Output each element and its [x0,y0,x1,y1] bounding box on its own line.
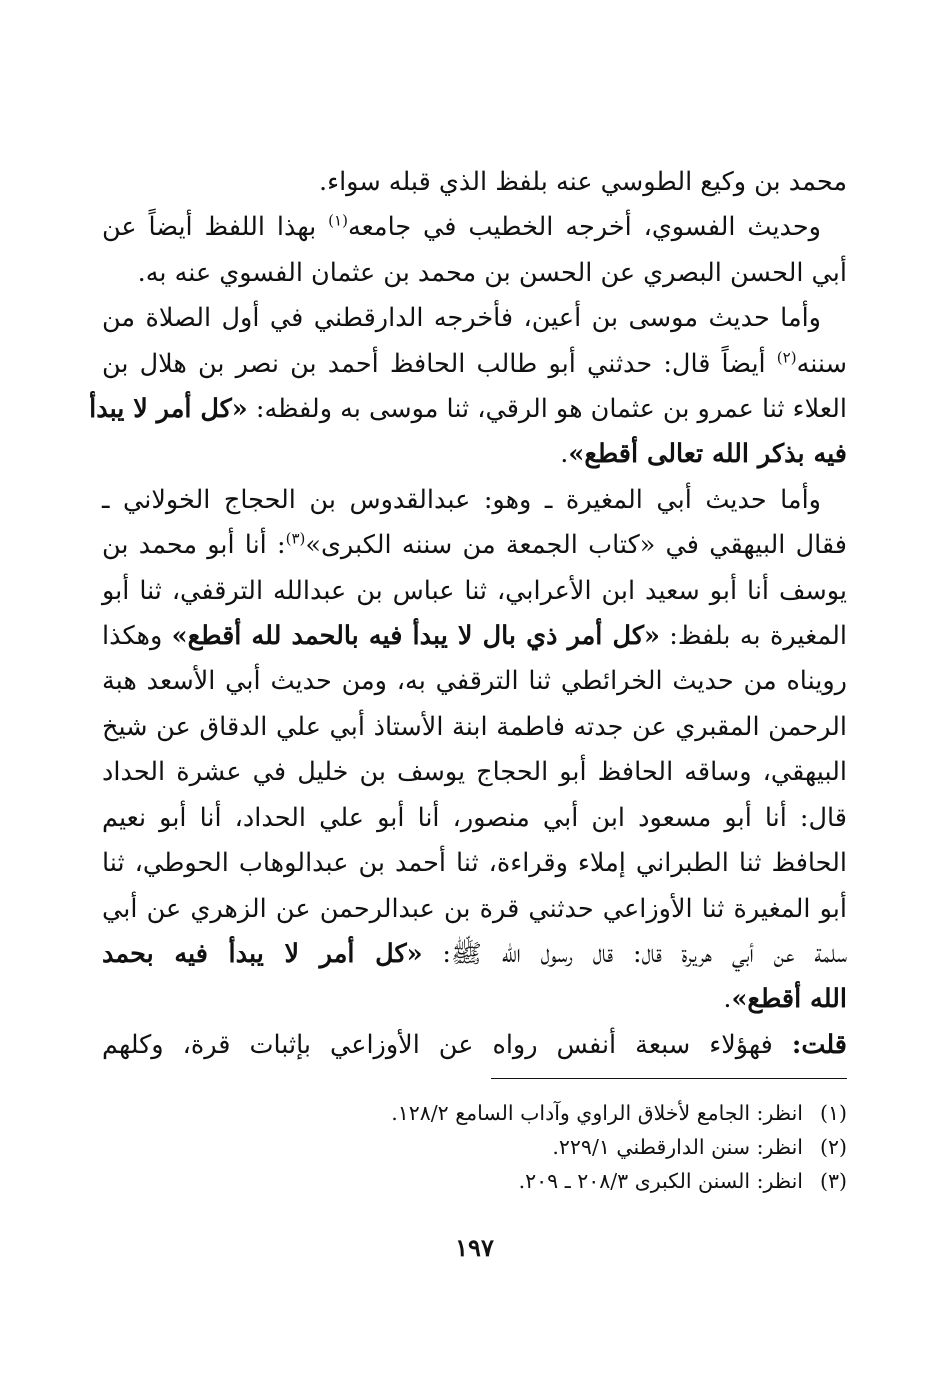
text-line: الرحمن المقبري عن جدته فاطمة ابنة الأستاذ أبي علي الدقاق عن شيخ [102,711,847,742]
footnote-ref[interactable]: (١) [328,211,348,230]
footnote-text: انظر: سنن الدارقطني ٢٢٩/١. [552,1135,803,1159]
text-line [102,342,847,387]
text-line: محمد بن وكيع الطوسي عنه بلفظ الذي قبله سواء. [318,167,847,197]
author-remark-label: قلت: [791,1029,847,1060]
text-segment: وحديث الفسوي، أخرجه الخطيب في جامعه [347,212,821,243]
book-page [89,160,848,1380]
text-line: قلت: فهؤلاء سبعة أنفس رواه عن الأوزاعي بإثبات قرة، وكلهم [102,1029,847,1060]
hadith-quote: «كل أمر لا يبدأ فيه بحمد [102,938,423,969]
footnote-item [102,1096,847,1130]
text-segment: أيضاً قال: حدثني أبو طالب الحافظ أحمد بن نصر بن هلال بن [102,348,777,379]
text-segment: العلاء ثنا عمرو بن عثمان هو الرقي، ثنا موسى به ولفظه: [247,394,847,425]
text-segment: : أنا أبو محمد بن [102,530,286,561]
hadith-quote: «كل أمر لا يبدأ [89,394,248,425]
footnote-number: (١) [819,1101,847,1125]
text-line: وأما حديث موسى بن أعين، فأخرجه الدارقطني في أول الصلاة من [102,303,822,334]
text-line: أبي الحسن البصري عن الحسن بن محمد بن عثمان الفسوي عنه به. [137,257,847,288]
text-line [89,387,847,432]
text-line: سلمة عن أبي هريرة قال: قال رسول الله ﷺ: «كل أمر لا يبدأ فيه بحمد [102,938,848,969]
footnote-text: انظر: الجامع لأخلاق الراوي وآداب السامع ١٢٨/٢. [391,1101,803,1125]
footnote-number: (٣) [819,1169,847,1193]
footnote-item [102,1130,847,1164]
hadith-quote: فيه بذكر الله تعالى أقطع» [568,439,847,470]
hadith-quote: «كل أمر ذي بال لا يبدأ فيه بالحمد لله أقطع» [171,621,660,652]
text-line: فيه بذكر الله تعالى أقطع». [560,439,847,470]
text-line: الحافظ ثنا الطبراني إملاء وقراءة، ثنا أحمد بن عبدالوهاب الحوطي، ثنا [102,848,847,879]
paragraph-3 [89,296,847,478]
text-line: الله أقطع». [723,984,847,1015]
paragraph-2 [102,205,847,296]
text-line: يوسف أنا أبو سعيد ابن الأعرابي، ثنا عباس بن عبدالله الترقفي، ثنا أبو [102,575,847,606]
footnotes [102,1096,847,1198]
text-line: المغيرة به بلفظ: «كل أمر ذي بال لا يبدأ فيه بالحمد لله أقطع» وهكذا [102,621,847,652]
footnote-item [102,1164,847,1198]
text-segment: سننه [796,348,847,379]
body-text [89,160,848,1068]
text-line: البيهقي، وساقه الحافظ أبو الحجاج يوسف بن خليل في عشرة الحداد [102,757,847,788]
paragraph-4 [102,478,847,1023]
footnote-separator [491,1078,847,1079]
text-line [102,523,847,568]
footnote-ref[interactable]: (٣) [285,529,306,548]
text-line: أبو المغيرة ثنا الأوزاعي حدثني قرة بن عبدالرحمن عن الزهري عن أبي [102,893,847,924]
footnote-ref[interactable]: (٢) [776,348,797,367]
paragraph-5 [102,1023,847,1068]
paragraph-1 [102,160,847,205]
footnote-number: (٢) [819,1135,847,1159]
text-line [102,205,847,250]
hadith-quote: الله أقطع» [731,984,847,1015]
footnote-text: انظر: السنن الكبرى ٢٠٨/٣ ـ ٢٠٩. [518,1169,803,1193]
text-line: قال: أنا أبو مسعود ابن أبي منصور، أنا أبو علي الحداد، أنا أبو نعيم [102,802,847,833]
text-line: وأما حديث أبي المغيرة ـ وهو: عبدالقدوس بن الحجاج الخولاني ـ [102,484,821,515]
text-line: رويناه من حديث الخرائطي ثنا الترقفي به، ومن حديث أبي الأسعد هبة [102,666,847,697]
page-number: ١٩٧ [455,1233,494,1262]
text-segment: بهذا اللفظ أيضاً عن [102,212,329,243]
text-segment: فقال البيهقي في «كتاب الجمعة من سننه الكبرى» [305,530,847,561]
